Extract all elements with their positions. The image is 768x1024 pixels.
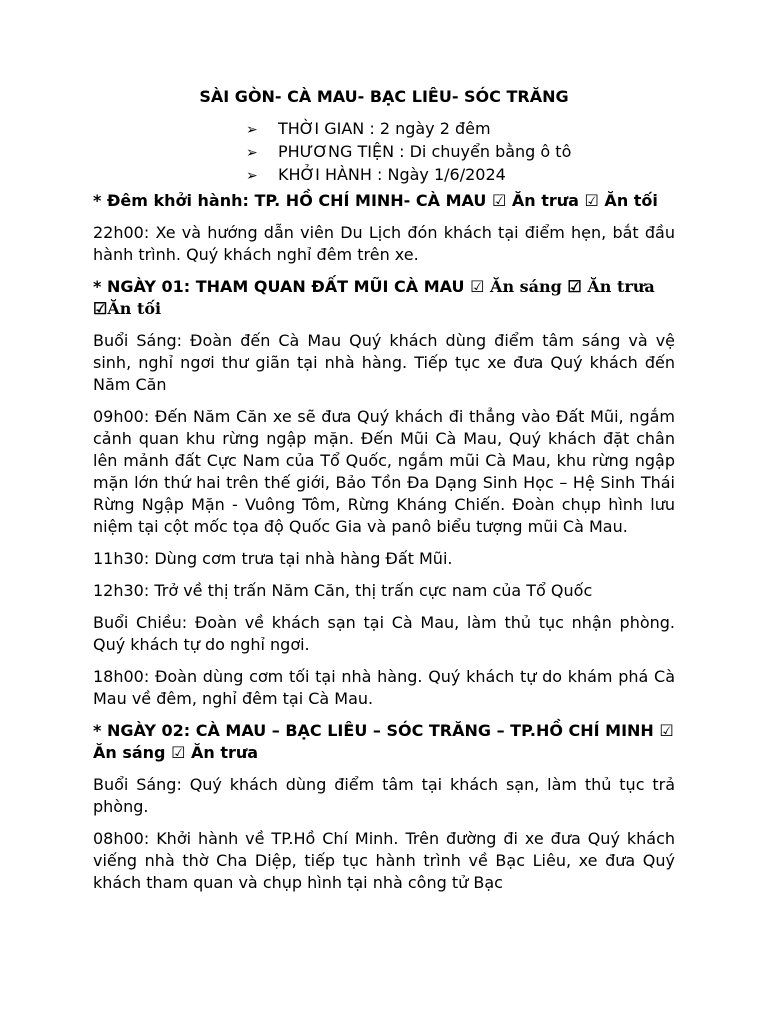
paragraph: 09h00: Đến Năm Căn xe sẽ đưa Quý khách đi thẳng vào Đất Mũi, ngắm cảnh quan khu rừng ngập mặn. Đến Mũi Cà Mau, Quý khách đặt chân lên mảnh đất Cực Nam của Tổ Quốc, ngắm mũi Cà Mau, khu rừng ngập mặn lớn thứ hai trên thế giới, Bảo Tồn Đa Dạng Sinh Học – Hệ Sinh Thái Rừng Ngập Mặn - Vuông Tôm, Rừng Kháng Chiến. Đoàn chụp hình lưu niệm tại cột mốc tọa độ Quốc Gia và panô biểu tượng mũi Cà Mau.: [93, 407, 675, 536]
tour-departure: KHỞI HÀNH : Ngày 1/6/2024: [278, 165, 506, 184]
paragraph: 11h30: Dùng cơm trưa tại nhà hàng Đất Mũi.: [93, 549, 453, 568]
arrow-bullet-icon: ➢: [246, 122, 258, 138]
arrow-bullet-icon: ➢: [246, 168, 258, 184]
paragraph: Buổi Sáng: Quý khách dùng điểm tâm tại khách sạn, làm thủ tục trả phòng.: [93, 775, 675, 816]
paragraph: 08h00: Khởi hành về TP.Hồ Chí Minh. Trên đường đi xe đưa Quý khách viếng nhà thờ Cha Diệp, tiếp tục hành trình về Bạc Liêu, xe đưa Quý khách tham quan và chụp hình tại nhà công tử Bạc: [93, 829, 675, 892]
meal-labels: Ăn sáng ☑ Ăn trưa ☑Ăn tối: [93, 277, 655, 318]
page-title: SÀI GÒN- CÀ MAU- BẠC LIÊU- SÓC TRĂNG: [199, 87, 569, 106]
itinerary-body: [93, 190, 675, 904]
paragraph: 12h30: Trở về thị trấn Năm Căn, thị trấn cực nam của Tổ Quốc: [93, 581, 593, 600]
paragraph: Buổi Sáng: Đoàn đến Cà Mau Quý khách dùng điểm tâm sáng và vệ sinh, nghỉ ngơi thư giãn tại nhà hàng. Tiếp tục xe đưa Quý khách đến Năm Căn: [93, 331, 675, 394]
paragraph: 22h00: Xe và hướng dẫn viên Du Lịch đón khách tại điểm hẹn, bắt đầu hành trình. Quý khách nghỉ đêm trên xe.: [93, 223, 675, 264]
section-heading-day2: * NGÀY 02: CÀ MAU – BẠC LIÊU – SÓC TRĂNG – TP.HỒ CHÍ MINH ☑ Ăn sáng ☑ Ăn trưa: [93, 721, 674, 762]
heading-text: * NGÀY 01: THAM QUAN ĐẤT MŨI CÀ MAU ☑: [93, 277, 491, 296]
tour-info-item: [246, 118, 571, 141]
arrow-bullet-icon: ➢: [246, 145, 258, 161]
paragraph: 18h00: Đoàn dùng cơm tối tại nhà hàng. Quý khách tự do khám phá Cà Mau về đêm, nghỉ đêm tại Cà Mau.: [93, 667, 675, 708]
tour-duration: THỜI GIAN : 2 ngày 2 đêm: [278, 119, 491, 138]
tour-info-item: [246, 141, 571, 164]
paragraph: Buổi Chiều: Đoàn về khách sạn tại Cà Mau, làm thủ tục nhận phòng. Quý khách tự do nghỉ ngơi.: [93, 613, 675, 654]
tour-info-item: [246, 164, 571, 187]
tour-info-list: [246, 118, 571, 187]
section-heading-night: * Đêm khởi hành: TP. HỒ CHÍ MINH- CÀ MAU ☑ Ăn trưa ☑ Ăn tối: [93, 191, 658, 210]
section-heading-day1: [93, 276, 675, 320]
tour-transport: PHƯƠNG TIỆN : Di chuyển bằng ô tô: [278, 142, 572, 161]
